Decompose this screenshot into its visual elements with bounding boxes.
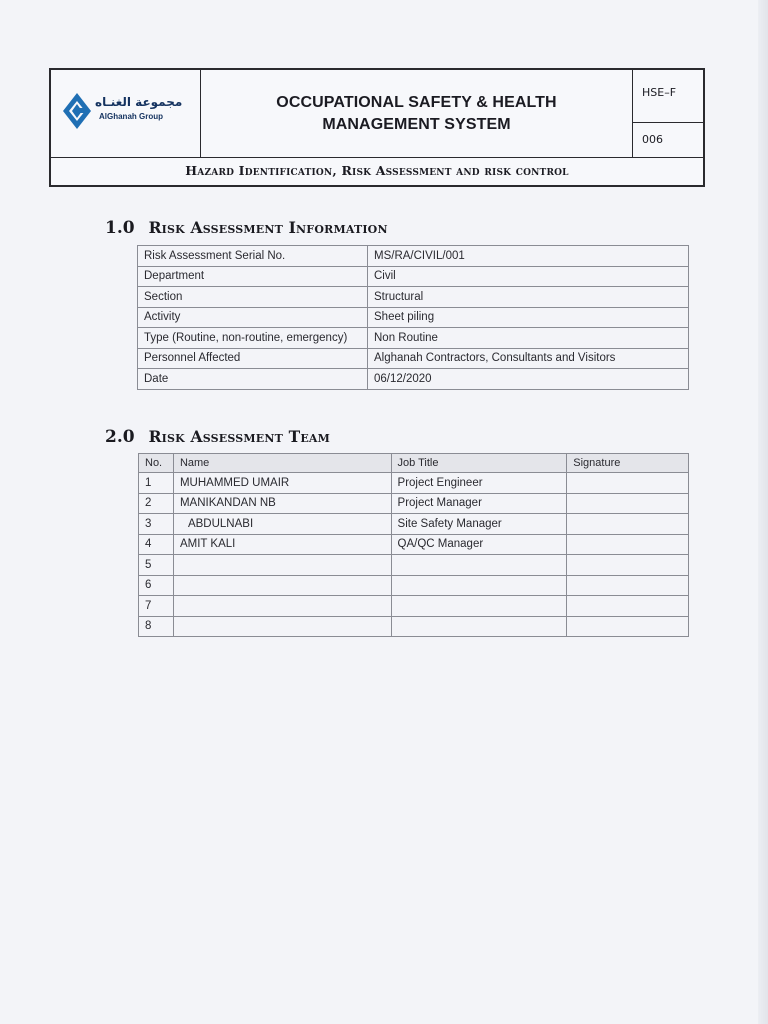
member-name	[173, 555, 391, 576]
document-header	[49, 68, 705, 187]
member-job-title	[391, 596, 567, 617]
alghanah-logo-icon	[61, 91, 93, 131]
member-name: MANIKANDAN NB	[173, 493, 391, 514]
table-row	[139, 616, 689, 637]
column-header-signature: Signature	[567, 454, 689, 473]
info-label: Date	[138, 369, 368, 390]
form-number: 006	[642, 133, 663, 146]
table-row	[139, 473, 689, 494]
title-cell	[201, 70, 633, 157]
member-job-title: Project Manager	[391, 493, 567, 514]
section-1-title: Risk Assessment Information	[148, 218, 388, 237]
member-name: AMIT KALI	[173, 534, 391, 555]
member-job-title: Site Safety Manager	[391, 514, 567, 535]
member-number: 6	[139, 575, 174, 596]
document-subtitle: Hazard Identification, Risk Assessment and risk control	[51, 157, 703, 185]
table-row	[138, 287, 689, 308]
document-title-line-1: OCCUPATIONAL SAFETY & HEALTH	[276, 93, 557, 111]
table-row	[139, 514, 689, 535]
member-name	[173, 616, 391, 637]
table-row	[139, 575, 689, 596]
member-name: MUHAMMED UMAIR	[173, 473, 391, 494]
section-2-title: Risk Assessment Team	[148, 427, 331, 446]
section-1-number: 1.0	[105, 218, 135, 238]
member-signature	[567, 596, 689, 617]
info-label: Personnel Affected	[138, 348, 368, 369]
company-name-arabic: مجموعة الغنـاه	[95, 95, 183, 109]
member-signature	[567, 493, 689, 514]
section-2-number: 2.0	[105, 427, 135, 447]
table-row	[139, 493, 689, 514]
table-row	[139, 596, 689, 617]
table-row	[139, 555, 689, 576]
member-signature	[567, 555, 689, 576]
member-number: 2	[139, 493, 174, 514]
info-value: Non Routine	[368, 328, 689, 349]
table-row	[138, 307, 689, 328]
member-signature	[567, 534, 689, 555]
member-job-title	[391, 575, 567, 596]
member-number: 7	[139, 596, 174, 617]
risk-assessment-team-table	[138, 453, 689, 637]
member-number: 1	[139, 473, 174, 494]
member-name: ABDULNABI	[173, 514, 391, 535]
column-header-job-title: Job Title	[391, 454, 567, 473]
info-label: Department	[138, 266, 368, 287]
member-number: 4	[139, 534, 174, 555]
member-job-title	[391, 616, 567, 637]
document-title-line-2: MANAGEMENT SYSTEM	[322, 115, 511, 133]
table-row	[138, 369, 689, 390]
section-1-heading	[105, 218, 388, 238]
table-row	[138, 348, 689, 369]
column-header-name: Name	[173, 454, 391, 473]
member-name	[173, 575, 391, 596]
info-value: 06/12/2020	[368, 369, 689, 390]
section-2-heading	[105, 427, 330, 447]
table-row	[138, 328, 689, 349]
member-job-title: QA/QC Manager	[391, 534, 567, 555]
column-header-no: No.	[139, 454, 174, 473]
page-edge-shadow	[758, 0, 768, 1024]
member-signature	[567, 616, 689, 637]
info-value: Structural	[368, 287, 689, 308]
info-label: Type (Routine, non-routine, emergency)	[138, 328, 368, 349]
table-row	[139, 534, 689, 555]
info-label: Section	[138, 287, 368, 308]
member-number: 3	[139, 514, 174, 535]
member-name	[173, 596, 391, 617]
table-header-row	[139, 454, 689, 473]
member-signature	[567, 514, 689, 535]
member-number: 5	[139, 555, 174, 576]
company-name-english: AlGhanah Group	[99, 112, 163, 121]
member-number: 8	[139, 616, 174, 637]
logo-cell	[51, 70, 201, 157]
member-signature	[567, 575, 689, 596]
info-value: Sheet piling	[368, 307, 689, 328]
table-row	[138, 246, 689, 267]
info-value: Civil	[368, 266, 689, 287]
info-label: Risk Assessment Serial No.	[138, 246, 368, 267]
member-job-title: Project Engineer	[391, 473, 567, 494]
table-row	[138, 266, 689, 287]
info-value: Alghanah Contractors, Consultants and Visitors	[368, 348, 689, 369]
info-value: MS/RA/CIVIL/001	[368, 246, 689, 267]
risk-assessment-info-table	[137, 245, 689, 390]
member-signature	[567, 473, 689, 494]
form-code: HSE–F	[633, 70, 703, 123]
member-job-title	[391, 555, 567, 576]
info-label: Activity	[138, 307, 368, 328]
